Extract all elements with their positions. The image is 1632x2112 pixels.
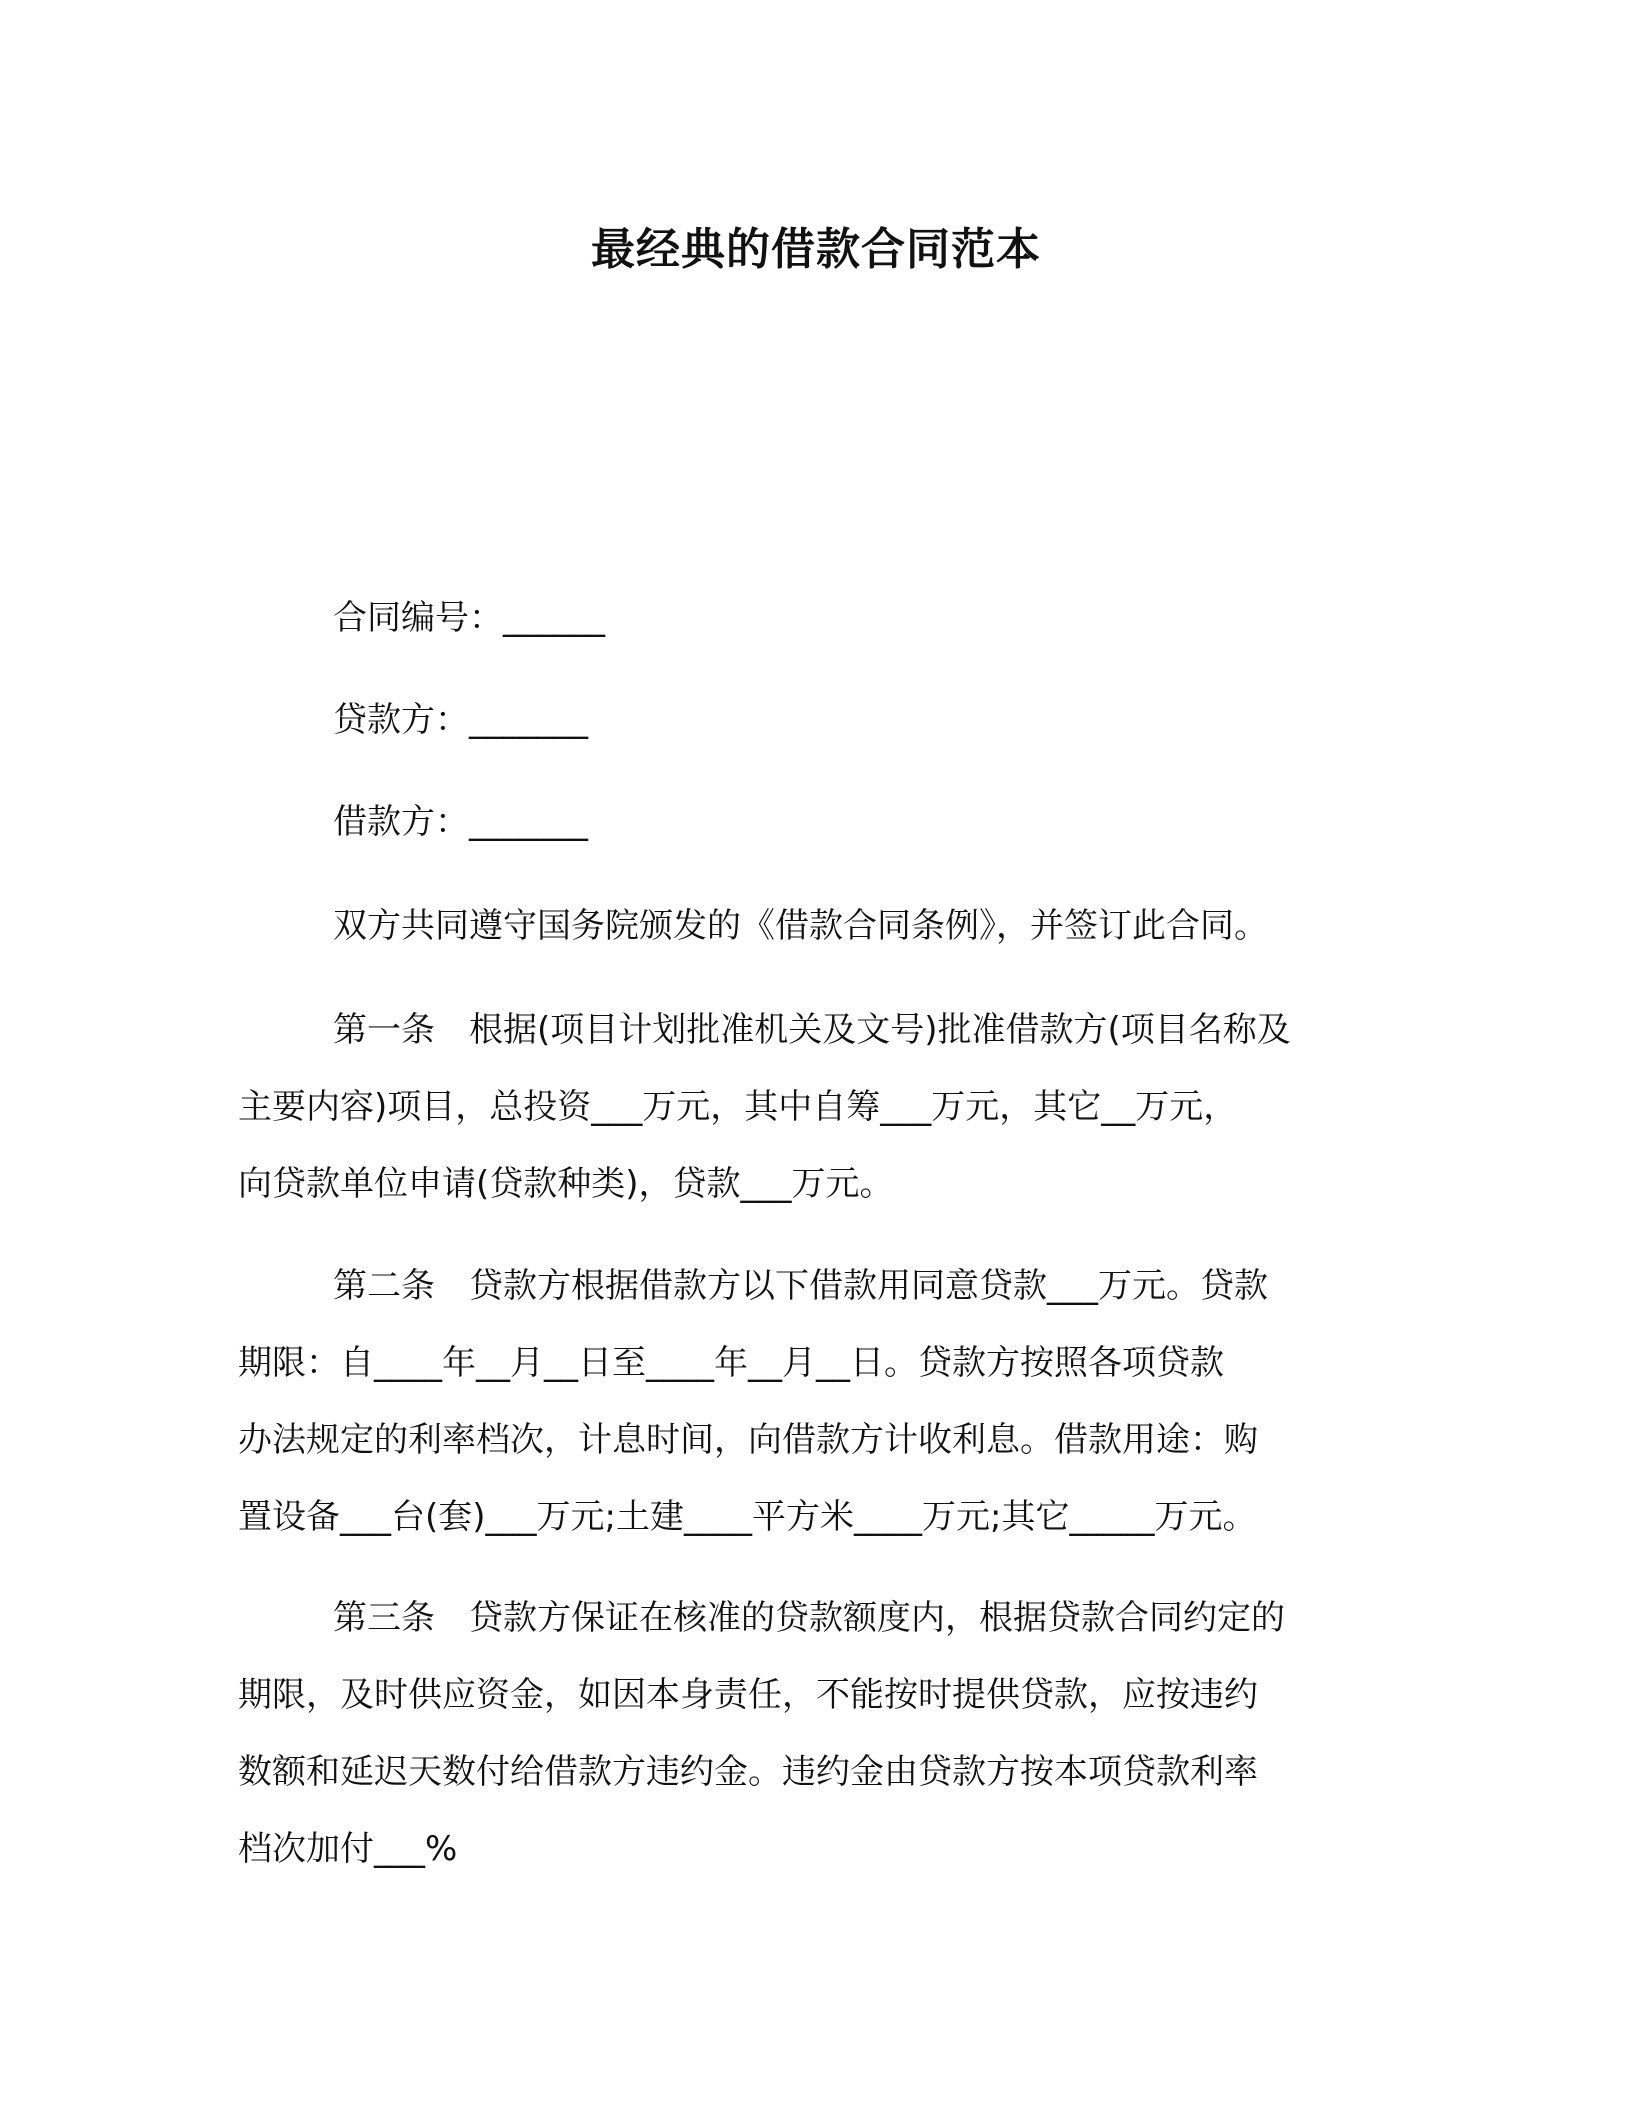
article-3-line: 第三条 贷款方保证在核准的贷款额度内，根据贷款合同约定的 — [333, 1598, 1285, 1638]
article-1 — [238, 992, 1378, 1223]
article-2-line: 期限：自____年__月__日至____年__月__日。贷款方按照各项贷款 — [238, 1343, 1224, 1383]
article-1-line: 向贷款单位申请(贷款种类)，贷款___万元。 — [238, 1164, 894, 1204]
article-1-line: 第一条 根据(项目计划批准机关及文号)批准借款方(项目名称及 — [333, 1010, 1291, 1050]
lender-field: 贷款方：_______ — [333, 700, 588, 740]
article-3-line: 期限，及时供应资金，如因本身责任，不能按时提供贷款，应按违约 — [238, 1675, 1258, 1715]
intro-paragraph — [238, 888, 1378, 965]
article-2-line: 第二条 贷款方根据借款方以下借款用同意贷款___万元。贷款 — [333, 1266, 1268, 1306]
contract-number-field: 合同编号：______ — [333, 598, 605, 638]
article-3-line: 档次加付___% — [238, 1829, 458, 1869]
document-title: 最经典的借款合同范本 — [591, 224, 1041, 275]
article-1-line: 主要内容)项目，总投资___万元，其中自筹___万元，其它__万元， — [238, 1087, 1238, 1127]
article-2-line: 办法规定的利率档次，计息时间，向借款方计收利息。借款用途：购 — [238, 1420, 1258, 1460]
article-2 — [238, 1248, 1378, 1556]
article-3 — [238, 1580, 1378, 1888]
intro-line: 双方共同遵守国务院颁发的《借款合同条例》，并签订此合同。 — [333, 906, 1268, 946]
borrower-field: 借款方：_______ — [333, 802, 588, 842]
article-2-line: 置设备___台(套)___万元;土建____平方米____万元;其它_____万元。 — [238, 1497, 1257, 1537]
article-3-line: 数额和延迟天数付给借款方违约金。违约金由贷款方按本项贷款利率 — [238, 1752, 1258, 1792]
